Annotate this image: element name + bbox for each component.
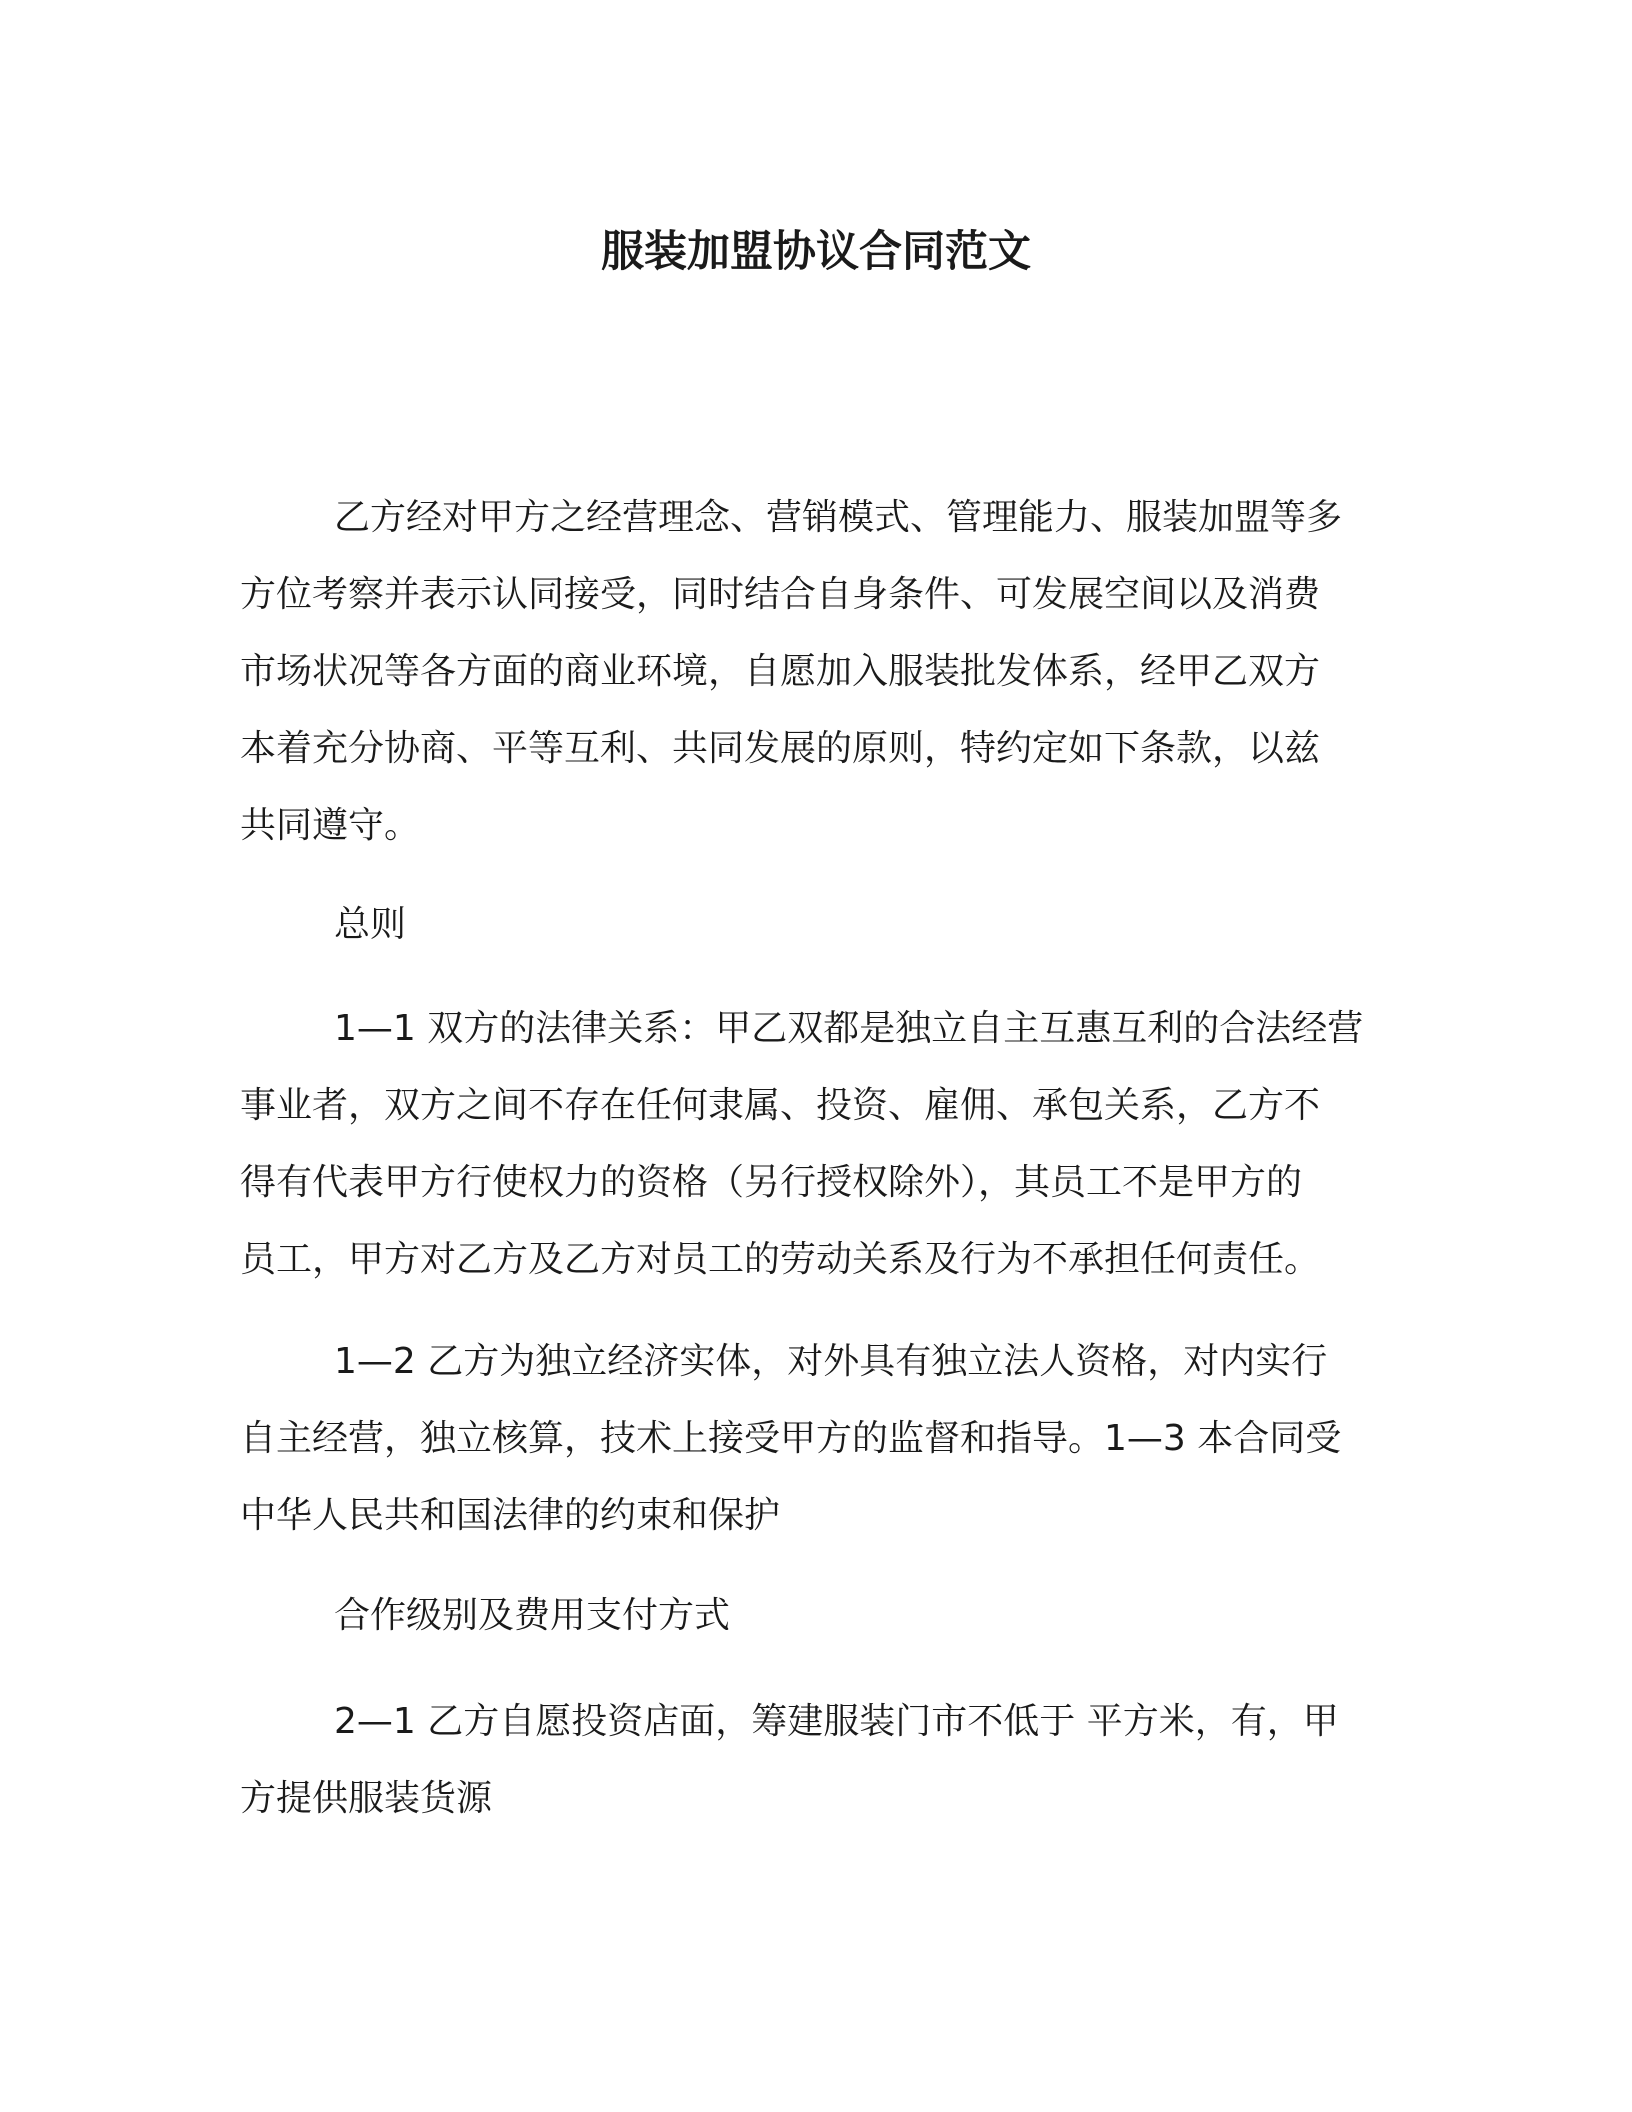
paragraph-line: 2—1 乙方自愿投资店面，筹建服装门市不低于 平方米，有，甲: [334, 1701, 1339, 1742]
paragraph-line: 中华人民共和国法律的约束和保护: [240, 1495, 781, 1536]
paragraph-line: 方提供服装货源: [240, 1778, 493, 1819]
paragraph-line: 员工，甲方对乙方及乙方对员工的劳动关系及行为不承担任何责任。: [240, 1239, 1321, 1280]
paragraph-line: 市场状况等各方面的商业环境，自愿加入服装批发体系，经甲乙双方: [240, 651, 1321, 692]
paragraph-line: 事业者，双方之间不存在任何隶属、投资、雇佣、承包关系，乙方不: [240, 1085, 1321, 1126]
section-heading: 合作级别及费用支付方式: [334, 1595, 731, 1636]
section-heading: 总则: [334, 904, 407, 945]
paragraph-line: 1—2 乙方为独立经济实体，对外具有独立法人资格，对内实行: [334, 1341, 1328, 1382]
paragraph-line: 共同遵守。: [240, 805, 421, 846]
paragraph-line: 本着充分协商、平等互利、共同发展的原则，特约定如下条款，以兹: [240, 728, 1321, 769]
document-title: 服装加盟协议合同范文: [601, 227, 1031, 277]
paragraph-line: 方位考察并表示认同接受，同时结合自身条件、可发展空间以及消费: [240, 574, 1321, 615]
paragraph-line: 得有代表甲方行使权力的资格（另行授权除外），其员工不是甲方的: [240, 1162, 1303, 1203]
paragraph-line: 自主经营，独立核算，技术上接受甲方的监督和指导。1—3 本合同受: [240, 1418, 1342, 1459]
paragraph-line: 乙方经对甲方之经营理念、营销模式、管理能力、服装加盟等多: [334, 497, 1343, 538]
paragraph-line: 1—1 双方的法律关系：甲乙双都是独立自主互惠互利的合法经营: [334, 1008, 1364, 1049]
